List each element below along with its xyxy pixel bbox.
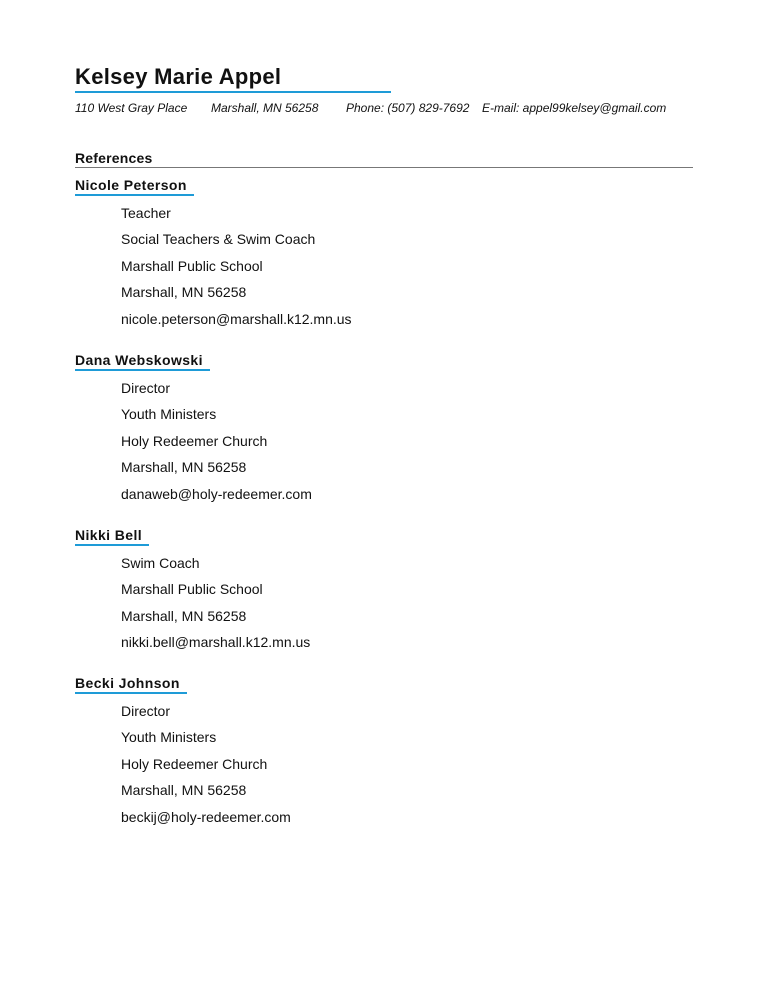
reference-line: Holy Redeemer Church (121, 432, 268, 449)
reference-line: Marshall, MN 56258 (121, 607, 247, 624)
reference-line: Marshall Public School (121, 581, 263, 598)
reference-name: Becki Johnson (75, 675, 187, 694)
reference-entry (75, 675, 291, 830)
applicant-name: Kelsey Marie Appel (75, 64, 282, 89)
reference-details (121, 375, 312, 507)
reference-line: beckij@holy-redeemer.com (121, 808, 291, 825)
name-underline (75, 91, 391, 93)
reference-name: Nicole Peterson (75, 177, 194, 196)
reference-line: Marshall, MN 56258 (121, 459, 247, 476)
section-divider (75, 167, 693, 168)
reference-name: Nikki Bell (75, 527, 149, 546)
reference-entry (75, 527, 310, 656)
reference-line: danaweb@holy-redeemer.com (121, 485, 312, 502)
reference-line: Holy Redeemer Church (121, 755, 268, 772)
reference-line: Swim Coach (121, 555, 200, 571)
reference-line: nicole.peterson@marshall.k12.mn.us (121, 310, 352, 327)
reference-entry (75, 177, 352, 332)
reference-line: Marshall, MN 56258 (121, 782, 247, 799)
reference-line: Social Teachers & Swim Coach (121, 231, 316, 248)
reference-line: Youth Ministers (121, 406, 217, 423)
reference-line: Director (121, 703, 171, 719)
reference-details (121, 200, 352, 332)
contact-email: E-mail: appel99kelsey@gmail.com (482, 101, 667, 115)
reference-details (121, 550, 310, 656)
reference-name: Dana Webskowski (75, 352, 210, 371)
reference-line: Youth Ministers (121, 729, 217, 746)
reference-details (121, 698, 291, 830)
contact-city: Marshall, MN 56258 (211, 101, 319, 115)
reference-line: Teacher (121, 205, 171, 221)
contact-phone: Phone: (507) 829-7692 (346, 101, 470, 115)
reference-line: nikki.bell@marshall.k12.mn.us (121, 634, 311, 651)
contact-address: 110 West Gray Place (75, 101, 188, 115)
reference-line: Director (121, 380, 171, 396)
reference-line: Marshall Public School (121, 257, 263, 274)
reference-entry (75, 352, 312, 507)
reference-line: Marshall, MN 56258 (121, 284, 247, 301)
section-title: References (75, 150, 153, 166)
